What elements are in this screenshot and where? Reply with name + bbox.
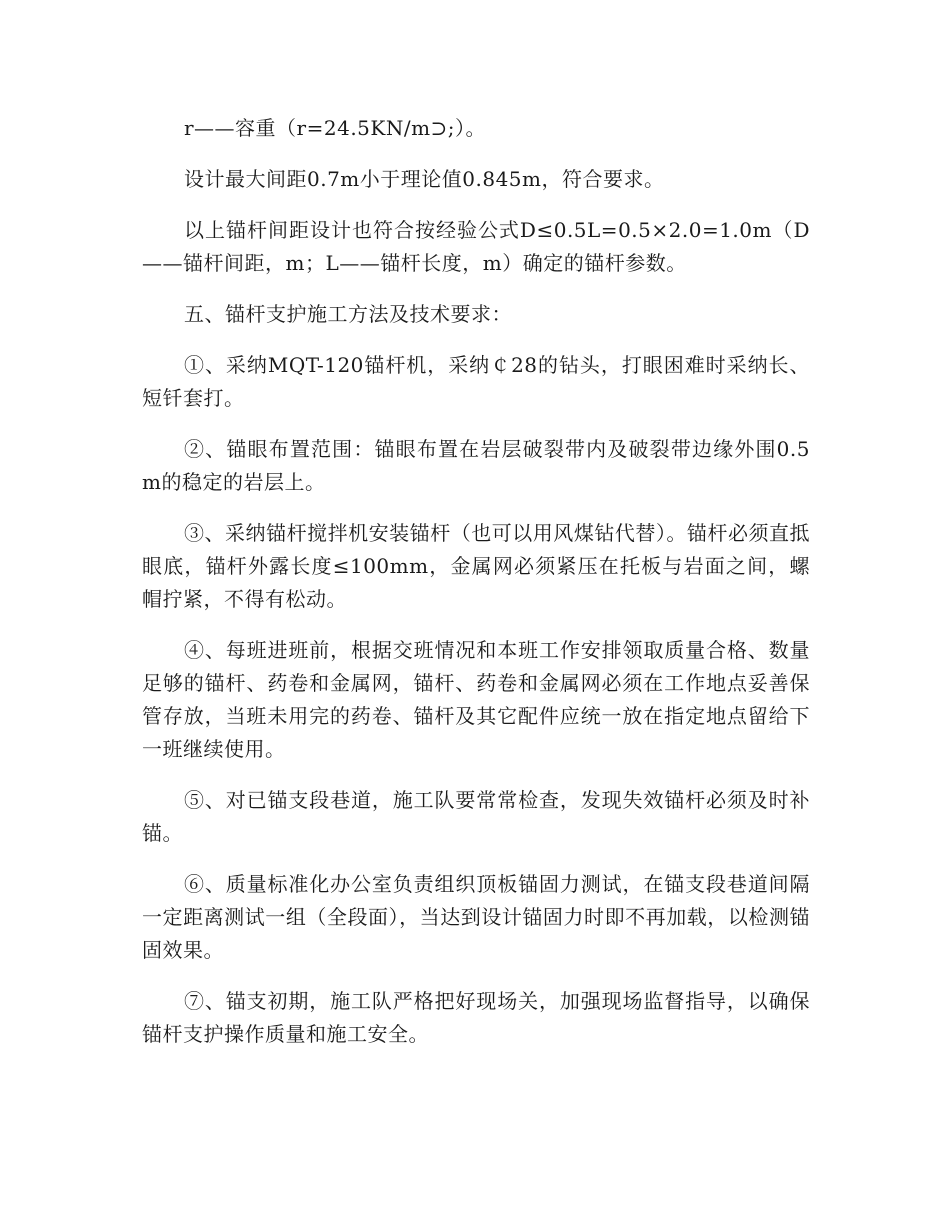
paragraph-item-2: ②、锚眼布置范围：锚眼布置在岩层破裂带内及破裂带边缘外围0.5m的稳定的岩层上。	[142, 437, 810, 494]
paragraph-unit-weight: r——容重（r=24.5KN/m⊃;）。	[184, 116, 487, 140]
paragraph-item-4: ④、每班进班前，根据交班情况和本班工作安排领取质量合格、数量足够的锚杆、药卷和金属网，锚杆、药卷和金属网必须在工作地点妥善保管存放，当班未用完的药卷、锚杆及其它配件应统一放在指定地点留给下一班继续使用。	[142, 638, 810, 761]
paragraph-item-3: ③、采纳锚杆搅拌机安装锚杆（也可以用风煤钻代替）。锚杆必须直抵眼底，锚杆外露长度≤100mm，金属网必须紧压在托板与岩面之间，螺帽拧紧，不得有松动。	[142, 521, 810, 611]
paragraph-item-7: ⑦、锚支初期，施工队严格把好现场关，加强现场监督指导，以确保锚杆支护操作质量和施工安全。	[142, 989, 810, 1046]
paragraph-max-spacing: 设计最大间距0.7m小于理论值0.845m，符合要求。	[184, 167, 665, 191]
paragraph-empirical-formula: 以上锚杆间距设计也符合按经验公式D≤0.5L=0.5×2.0=1.0m（D——锚杆间距，m；L——锚杆长度，m）确定的锚杆参数。	[142, 218, 810, 275]
paragraph-item-5: ⑤、对已锚支段巷道，施工队要常常检查，发现失效锚杆必须及时补锚。	[142, 788, 810, 845]
paragraph-item-6: ⑥、质量标准化办公室负责组织顶板锚固力测试，在锚支段巷道间隔一定距离测试一组（全段面），当达到设计锚固力时即不再加载，以检测锚固效果。	[142, 872, 810, 962]
section-heading-construction-methods: 五、锚杆支护施工方法及技术要求：	[184, 302, 512, 326]
paragraph-item-1: ①、采纳MQT-120锚杆机，采纳￠28的钻头，打眼困难时采纳长、短钎套打。	[142, 353, 810, 410]
document-body	[142, 112, 810, 1069]
